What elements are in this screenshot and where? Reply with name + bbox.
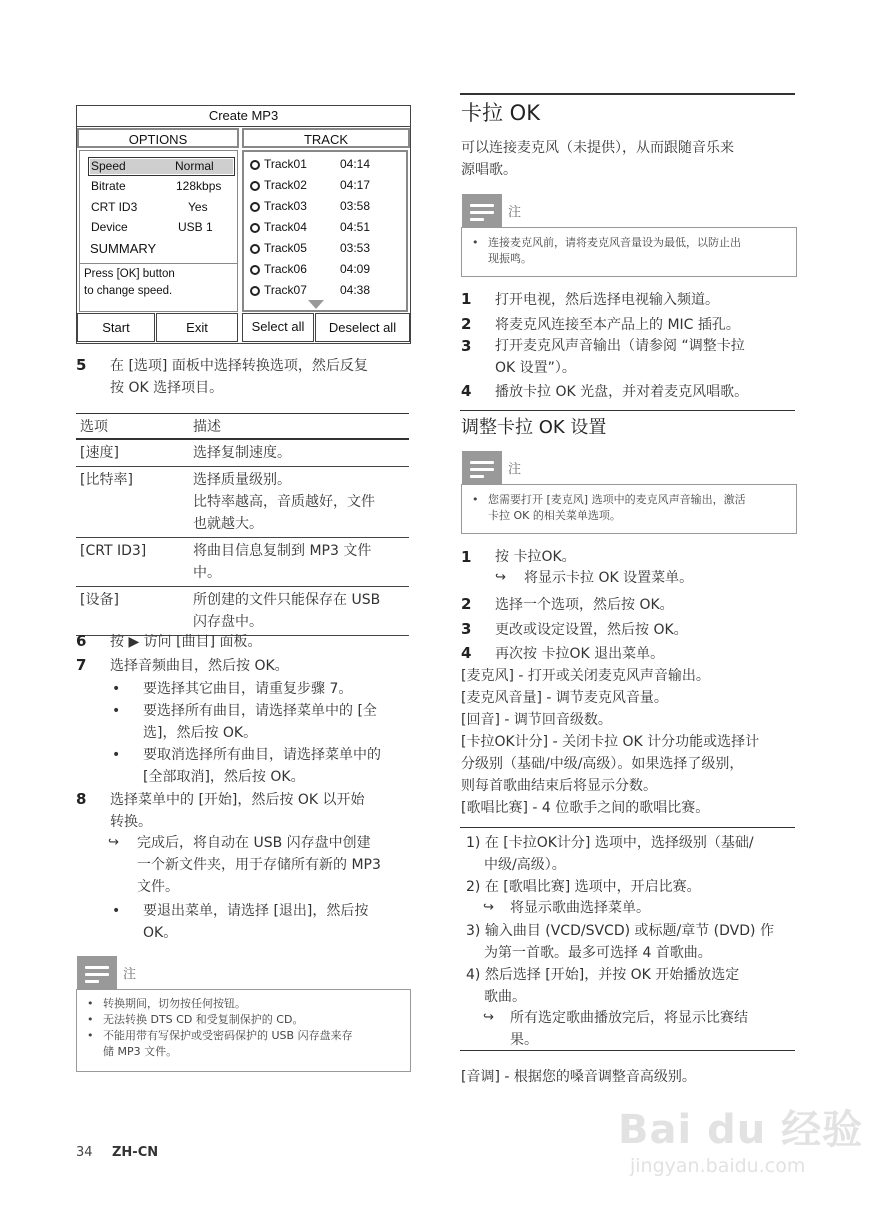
radio-icon [250,265,260,275]
track-time: 04:09 [340,262,371,276]
table-row [76,439,409,467]
step-number: 1 [461,290,472,308]
step-number: 8 [76,790,87,808]
step-text: 打开电视，然后选择电视输入频道。 [495,292,719,308]
cell-line: 所创建的文件只能保存在 USB [193,592,381,608]
result-text: 所有选定歌曲播放完后，将显示比赛结 [510,1010,748,1026]
setting-desc: [音调] - 根据您的嗓音调整音高级别。 [461,1069,696,1085]
step6-text: 按 ▶ 访问 [曲目] 面板。 [110,634,262,650]
result-text: 文件。 [137,879,179,895]
options-list [79,150,238,312]
intro-line1: 可以连接麦克风（未提供），从而跟随音乐来 [461,140,734,156]
table-row [76,467,409,538]
setting-desc: [歌唱比赛] - 4 位歌手之间的歌唱比赛。 [461,800,710,816]
track-time: 03:58 [340,199,371,213]
summary-heading: SUMMARY [90,241,157,256]
result-arrow-icon: ↪ [483,1010,494,1025]
step8-line2: 转换。 [110,814,152,830]
step-number: 4 [461,644,472,662]
track-name: Track02 [264,178,307,192]
setting-desc: 分级别（基础/中级/高级）。如果选择了级别， [461,756,744,772]
note-label: 注 [123,967,137,982]
note-box [76,967,411,1072]
contest-step: 1) 在 [卡拉OK计分] 选项中，选择级别（基础/ [466,835,754,851]
radio-icon [250,160,260,170]
option-value: Yes [188,200,208,214]
section-rule [460,827,795,828]
table-header: 描述 [189,414,409,440]
radio-icon [250,244,260,254]
step-number: 4 [461,382,472,400]
step8-line1: 选择菜单中的 [开始]，然后按 OK 以开始 [110,792,365,808]
step-text: 打开麦克风声音输出（请参阅 “调整卡拉 [495,338,745,354]
contest-step: 中级/高级）。 [484,857,566,873]
step5-line1: 在 [选项] 面板中选择转换选项，然后反复 [110,358,368,374]
step-number: 1 [461,548,472,566]
table-row [76,587,409,636]
step-text: 更改或设定设置，然后按 OK。 [495,622,688,638]
bullet-text: [全部取消]，然后按 OK。 [143,769,305,785]
track-item[interactable] [250,155,400,173]
note-icon [77,956,117,990]
note-box [461,205,797,277]
note-item: • 无法转换 DTS CD 和受复制保护的 CD。 [87,1012,303,1028]
subsection-title: 调整卡拉 OK 设置 [461,417,607,438]
cell-line: 比特率越高，音质越好，文件 [193,494,375,510]
note-icon [462,451,502,485]
bullet-text: 要选择其它曲目，请重复步骤 7。 [143,681,353,697]
bullet-icon: • [112,903,121,919]
result-text: 将显示歌曲选择菜单。 [510,900,650,916]
section-title: 卡拉 OK [461,101,540,125]
step-text: 播放卡拉 OK 光盘，并对着麦克风唱歌。 [495,384,749,400]
track-name: Track06 [264,262,307,276]
step5-line2: 按 OK 选择项目。 [110,380,224,396]
note-item: • 您需要打开 [麦克风] 选项中的麦克风声音输出，激活 卡拉 OK 的相关菜单选项。 [472,492,746,524]
step-number: 3 [461,620,472,638]
result-text: 完成后，将自动在 USB 闪存盘中创建 [137,835,371,851]
option-label: Speed [91,159,126,173]
bullet-text: 选]，然后按 OK。 [143,725,258,741]
page-number: 34 [76,1145,93,1160]
divider [80,263,237,264]
cell-line: 闪存盘中。 [193,614,263,630]
track-item[interactable] [250,260,400,278]
contest-step: 为第一首歌。最多可选择 4 首歌曲。 [484,945,712,961]
track-item[interactable] [250,239,400,257]
radio-icon [250,286,260,296]
watermark-url: jingyan.baidu.com [630,1155,806,1177]
step-number: 3 [461,337,472,355]
track-item[interactable] [250,197,400,215]
step-number: 7 [76,656,87,674]
bullet-text: 要取消选择所有曲目，请选择菜单中的 [143,747,381,763]
track-time: 04:38 [340,283,371,297]
note-label: 注 [508,462,522,477]
bullet-icon: • [112,681,121,697]
setting-desc: [卡拉OK计分] - 关闭卡拉 OK 计分功能或选择计 [461,734,760,750]
section-rule [460,93,795,95]
contest-step: 3) 输入曲目 (VCD/SVCD) 或标题/章节 (DVD) 作 [466,923,774,939]
bullet-icon: • [112,703,121,719]
step-text: OK 设置”）。 [495,360,576,376]
help-line-1: Press [OK] button [84,268,175,280]
table-header-row [76,414,409,440]
help-line-2: to change speed. [84,285,173,297]
table-header: 选项 [76,414,189,440]
create-mp3-panel [76,105,411,344]
result-arrow-icon: ↪ [108,835,119,850]
option-label: Bitrate [91,179,126,193]
watermark-logo: Bai du 经验 [618,1107,864,1153]
result-arrow-icon: ↪ [495,570,506,585]
track-name: Track03 [264,199,307,213]
track-item[interactable] [250,176,400,194]
step-number: 6 [76,632,87,650]
option-label: CRT ID3 [91,200,138,214]
tab-options[interactable]: OPTIONS [77,128,239,148]
radio-icon [250,223,260,233]
setting-desc: [麦克风] - 打开或关闭麦克风声音输出。 [461,668,710,684]
result-text: 果。 [510,1032,538,1048]
contest-step: 4) 然后选择 [开始]，并按 OK 开始播放选定 [466,967,740,983]
bullet-icon: • [112,747,121,763]
contest-step: 歌曲。 [484,989,526,1005]
option-value: Normal [175,159,214,173]
step-number: 5 [76,356,87,374]
section-rule [460,410,795,411]
exit-button[interactable]: Exit [156,313,238,342]
cell-line: 中。 [193,565,221,581]
baidu-watermark [618,1098,863,1177]
track-name: Track01 [264,157,307,171]
note-item: • 转换期间，切勿按任何按钮。 [87,996,246,1012]
tab-track[interactable]: TRACK [242,128,410,148]
option-value: 128kbps [176,179,222,193]
table-cell: [比特率] [76,467,189,538]
step7-text: 选择音频曲目，然后按 OK。 [110,658,289,674]
bullet-text: 要退出菜单，请选择 [退出]，然后按 [143,903,369,919]
setting-desc: 则每首歌曲结束后将显示分数。 [461,778,657,794]
table-row [76,538,409,587]
track-name: Track05 [264,241,307,255]
panel-title: Create MP3 [77,106,410,127]
table-cell [189,467,409,538]
step-text: 选择一个选项，然后按 OK。 [495,597,674,613]
note-icon [462,194,502,228]
note-item: • 连接麦克风前，请将麦克风音量设为最低，以防止出 现振鸣。 [472,235,741,267]
table-cell: [CRT ID3] [76,538,189,587]
track-item[interactable] [250,218,400,236]
track-list [242,150,408,312]
table-cell [189,587,409,636]
track-name: Track04 [264,220,307,234]
track-time: 04:51 [340,220,371,234]
step-text: 再次按 卡拉OK 退出菜单。 [495,646,665,662]
option-device[interactable] [88,219,233,236]
step-text: 将麦克风连接至本产品上的 MIC 插孔。 [495,317,740,333]
setting-desc: [麦克风音量] - 调节麦克风音量。 [461,690,668,706]
step-number: 2 [461,315,472,333]
result-text: 一个新文件夹，用于存储所有新的 MP3 [137,857,381,873]
option-label: Device [91,220,128,234]
track-item[interactable] [250,281,400,299]
note-item: • 不能用带有写保护或受密码保护的 USB 闪存盘来存 储 MP3 文件。 [87,1028,353,1060]
language-code: ZH-CN [112,1145,159,1160]
option-value: USB 1 [178,220,213,234]
scroll-down-icon[interactable] [308,300,324,309]
select-all-button[interactable]: Select all [242,313,314,342]
track-time: 04:17 [340,178,371,192]
options-table [76,413,409,636]
step-text: 按 卡拉OK。 [495,549,576,565]
table-cell: [设备] [76,587,189,636]
deselect-all-button[interactable]: Deselect all [315,313,410,342]
start-button[interactable]: Start [77,313,155,342]
radio-icon [250,202,260,212]
bullet-text: OK。 [143,925,178,941]
option-bitrate[interactable] [88,178,233,195]
cell-line: 选择复制速度。 [193,445,291,461]
cell-line: 选择质量级别。 [193,472,291,488]
cell-line: 也就越大。 [193,516,263,532]
step-number: 2 [461,595,472,613]
contest-step: 2) 在 [歌唱比赛] 选项中，开启比赛。 [466,879,701,895]
table-cell [189,538,409,587]
result-text: 将显示卡拉 OK 设置菜单。 [524,570,694,586]
track-name: Track07 [264,283,307,297]
table-cell [189,439,409,467]
radio-icon [250,181,260,191]
setting-desc: [回音] - 调节回音级数。 [461,712,612,728]
option-crt-id3[interactable] [88,199,233,216]
note-box [461,462,797,534]
note-label: 注 [508,205,522,220]
bullet-text: 要选择所有曲目，请选择菜单中的 [全 [143,703,377,719]
section-rule [460,1050,795,1051]
intro-line2: 源唱歌。 [461,162,517,178]
option-speed[interactable] [88,157,235,176]
track-time: 03:53 [340,241,371,255]
cell-line: 将曲目信息复制到 MP3 文件 [193,543,372,559]
table-cell: [速度] [76,439,189,467]
track-time: 04:14 [340,157,371,171]
result-arrow-icon: ↪ [483,900,494,915]
